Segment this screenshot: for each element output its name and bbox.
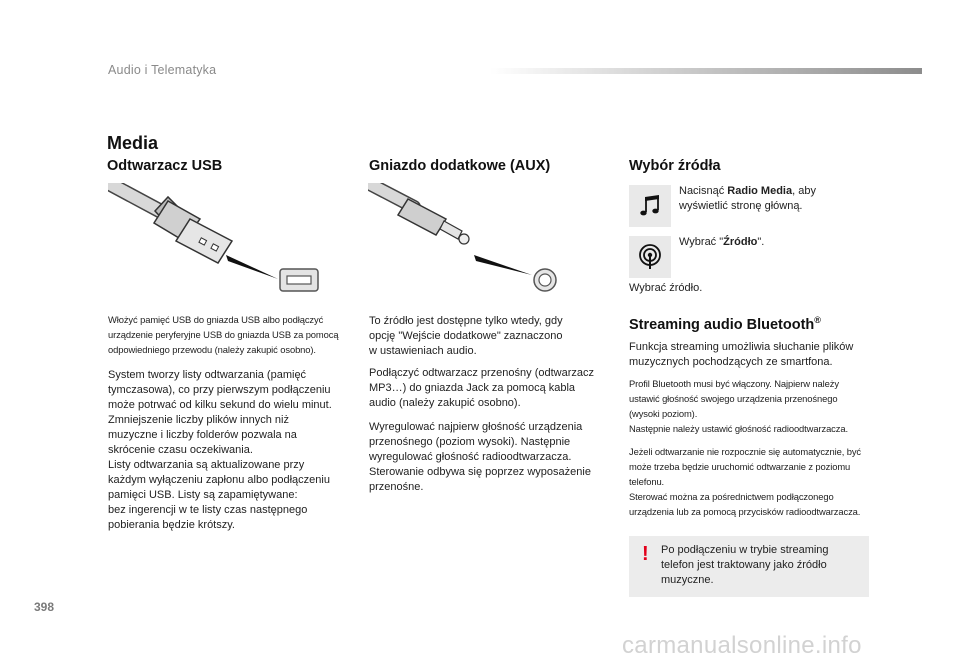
usb-illustration bbox=[108, 183, 328, 295]
usb-caption: Włożyć pamięć USB do gniazda USB albo podłączyć urządzenie peryferyjne USB do gniazda USB za pomocą odpowiedniego przewodu (należy zakupić osobno). bbox=[108, 314, 339, 355]
source-step-3: Wybrać źródło. bbox=[629, 282, 703, 294]
bluetooth-note-1: Profil Bluetooth musi być włączony. Najpierw należy ustawić głośność swojego urządzenia przenośnego (wysoki poziom). Następnie należy ustawić głośność radioodtwarzacza. bbox=[629, 378, 848, 434]
source-heading: Wybór źródła bbox=[629, 158, 721, 174]
usb-heading: Odtwarzacz USB bbox=[107, 158, 223, 174]
header-bar bbox=[490, 68, 922, 74]
aux-heading: Gniazdo dodatkowe (AUX) bbox=[369, 158, 551, 174]
bluetooth-body: Funkcja streaming umożliwia słuchanie plików muzycznych pochodzących ze smartfona. bbox=[629, 341, 854, 368]
warning-icon: ! bbox=[642, 543, 649, 565]
watermark: carmanualsonline.info bbox=[622, 632, 862, 659]
source-broadcast-icon bbox=[629, 236, 671, 278]
source-step-2: Wybrać "Źródło". bbox=[679, 236, 765, 248]
section-title: Media bbox=[107, 133, 159, 153]
aux-para-3: Wyregulować najpierw głośność urządzenia przenośnego (poziom wysoki). Następnie wyregulować głośność radioodtwarzacza. Sterowanie odbywa się poprzez wyposażenie przenośne. bbox=[369, 421, 591, 493]
usb-body: System tworzy listy odtwarzania (pamięć tymczasowa), co przy pierwszym podłączeniu może potrwać od kilku sekund do wielu minut. Zmniejszenie liczby plików innych niż muzyczne i liczby folderów pozwala na skrócenie czasu oczekiwania. Listy odtwarzania są aktualizowane przy każdym wyłączeniu zapłonu albo podłączeniu pamięci USB. Listy są zapamiętywane: bez ingerencji w te listy czas następnego pobierania będzie krótszy. bbox=[108, 369, 332, 531]
streaming-note-text: Po podłączeniu w trybie streaming telefon jest traktowany jako źródło muzyczne. bbox=[661, 544, 829, 586]
bluetooth-heading: Streaming audio Bluetooth® bbox=[629, 315, 821, 333]
bluetooth-note-2: Jeżeli odtwarzanie nie rozpocznie się automatycznie, być może trzeba będzie uruchomić odtwarzanie z poziomu telefonu. Sterować można za pośrednictwem podłączonego urządzenia lub za pomocą przycisków radioodtwarzacza. bbox=[629, 446, 862, 517]
aux-para-2: Podłączyć odtwarzacz przenośny (odtwarzacz MP3…) do gniazda Jack za pomocą kabla audio (należy zakupić osobno). bbox=[369, 367, 594, 409]
aux-para-1: To źródło jest dostępne tylko wtedy, gdy opcję "Wejście dodatkowe" zaznaczono w ustawieniach audio. bbox=[369, 315, 563, 357]
music-note-icon bbox=[629, 185, 671, 227]
aux-illustration bbox=[368, 183, 568, 295]
page-number: 398 bbox=[34, 600, 55, 614]
header-title: Audio i Telematyka bbox=[108, 63, 217, 77]
source-step-1: Nacisnąć Radio Media, aby wyświetlić stronę główną. bbox=[679, 185, 816, 212]
